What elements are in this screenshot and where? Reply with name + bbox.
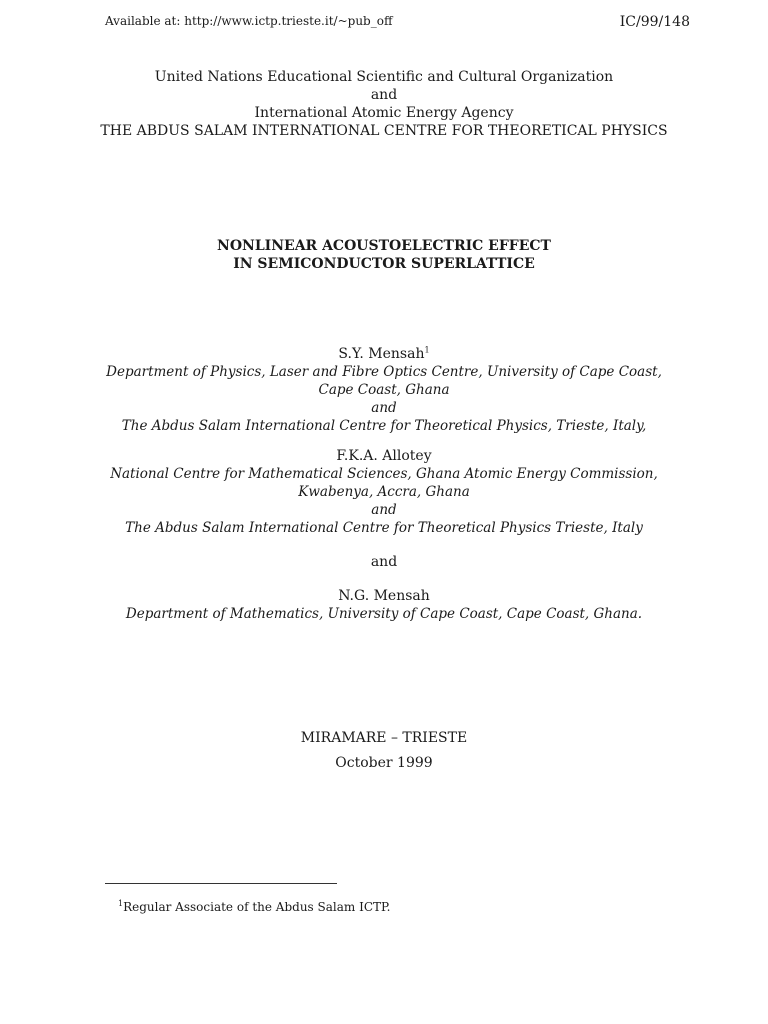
organization-and: and [370, 87, 398, 103]
author-affiliation: Department of Physics, Laser and Fibre Optics Centre, University of Cape Coast, [106, 364, 662, 380]
title-line-1: NONLINEAR ACOUSTOELECTRIC EFFECT [217, 238, 551, 254]
author-name: N.G. Mensah [338, 588, 430, 604]
organization-ictp: THE ABDUS SALAM INTERNATIONAL CENTRE FOR THEORETICAL PHYSICS [100, 123, 668, 139]
author-affiliation: and [371, 502, 397, 518]
authors-and: and [370, 554, 398, 570]
author-affiliation: The Abdus Salam International Centre for Theoretical Physics Trieste, Italy [125, 520, 643, 536]
location: MIRAMARE – TRIESTE [300, 730, 468, 746]
author-affiliation: Cape Coast, Ghana [318, 382, 450, 398]
author-affiliation: Department of Mathematics, University of Cape Coast, Cape Coast, Ghana. [125, 606, 643, 622]
availability-url: Available at: http://www.ictp.trieste.it/~pub_off [105, 14, 393, 28]
title-line-2: IN SEMICONDUCTOR SUPERLATTICE [233, 256, 535, 272]
report-number: IC/99/148 [619, 14, 690, 30]
author-name: F.K.A. Allotey [336, 448, 432, 464]
author-affiliation: Kwabenya, Accra, Ghana [298, 484, 470, 500]
author-affiliation: The Abdus Salam International Centre for Theoretical Physics, Trieste, Italy, [121, 418, 647, 434]
organization-unesco: United Nations Educational Scientific and Cultural Organization [154, 69, 614, 85]
organization-iaea: International Atomic Energy Agency [254, 105, 514, 121]
footnote [118, 900, 390, 914]
author-affiliation: and [371, 400, 397, 416]
author-name: S.Y. Mensah$^1$ [338, 345, 430, 362]
organization-block [0, 68, 768, 140]
footnote-divider [105, 883, 337, 884]
publication-date: October 1999 [335, 755, 433, 771]
footnote-mark: 1 [118, 899, 124, 908]
footnote-text: Regular Associate of the Abdus Salam ICTP. [123, 900, 391, 914]
authors-block [0, 345, 768, 623]
author-affiliation: National Centre for Mathematical Sciences, Ghana Atomic Energy Commission, [110, 466, 658, 482]
paper-title [0, 237, 768, 273]
place-date-block [0, 726, 768, 776]
footnote-mark: 1 [424, 345, 430, 355]
